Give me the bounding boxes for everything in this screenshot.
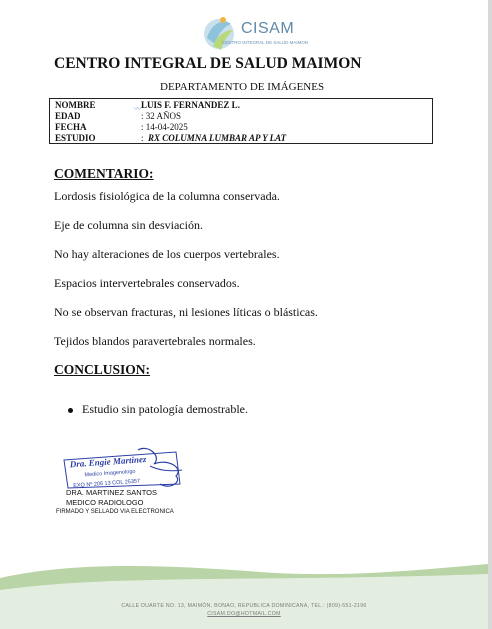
footer-address: CALLE DUARTE NO. 13, MAIMÓN, BONAO, REPUBLICA DOMINICANA, TEL.: (809)-551-2196 <box>121 603 367 609</box>
logo-name: CISAM <box>241 20 295 37</box>
comentario-line: No hay alteraciones de los cuerpos vertebrales. <box>54 247 280 261</box>
info-label: FECHA <box>55 122 87 132</box>
logo-subtitle: CENTRO INTEGRAL DE SALUD MAIMON <box>222 40 309 45</box>
info-label: EDAD <box>55 111 81 121</box>
department: DEPARTAMENTO DE IMÁGENES <box>160 81 325 93</box>
info-value-prefix: : <box>141 133 144 143</box>
info-value: : 32 AÑOS <box>141 111 182 121</box>
conclusion-heading: CONCLUSION: <box>54 362 151 377</box>
stamp-line: Dra. Engie Martinez <box>69 454 147 470</box>
page-edge <box>488 0 492 629</box>
info-row-fecha <box>55 122 188 132</box>
footer-wave <box>0 560 488 629</box>
info-value: LUIS F. FERNANDEZ L. <box>141 100 240 110</box>
stamp-line: EXQ Nº 206 13 COL 25357 <box>73 478 141 490</box>
info-row-nombre <box>55 100 240 110</box>
comentario-line: Lordosis fisiológica de la columna conservada. <box>54 189 280 203</box>
page-title: CENTRO INTEGRAL DE SALUD MAIMON <box>54 55 362 72</box>
signature-note: FIRMADO Y SELLADO VIA ELECTRONICA <box>56 509 174 515</box>
signer-name: DRA. MARTINEZ SANTOS <box>66 488 157 497</box>
info-label: NOMBRE <box>55 100 96 110</box>
patient-info-box <box>49 98 433 144</box>
comentario-line: No se observan fracturas, ni lesiones líticas o blásticas. <box>54 305 318 319</box>
info-row-edad <box>55 111 181 121</box>
info-value: : 14-04-2025 <box>141 122 188 132</box>
conclusion-item: Estudio sin patología demostrable. <box>82 402 248 416</box>
stamp-line: Medico Imagenologo <box>84 468 136 479</box>
signer-role: MEDICO RADIOLOGO <box>66 498 144 507</box>
info-label: ESTUDIO <box>55 133 96 143</box>
info-row-estudio <box>55 133 286 143</box>
info-value: RX COLUMNA LUMBAR AP Y LAT <box>148 133 287 143</box>
comentario-heading: COMENTARIO: <box>54 166 154 181</box>
squiggle-icon: 〰 <box>134 105 141 113</box>
comentario-line: Tejidos blandos paravertebrales normales. <box>54 334 256 348</box>
footer-email-link[interactable]: CISAM.DO@HOTMAIL.COM <box>207 611 281 617</box>
comentario-line: Eje de columna sin desviación. <box>54 218 203 232</box>
comentario-line: Espacios intervertebrales conservados. <box>54 276 240 290</box>
signature-stamp-icon <box>58 446 198 490</box>
bullet-icon <box>68 408 73 413</box>
